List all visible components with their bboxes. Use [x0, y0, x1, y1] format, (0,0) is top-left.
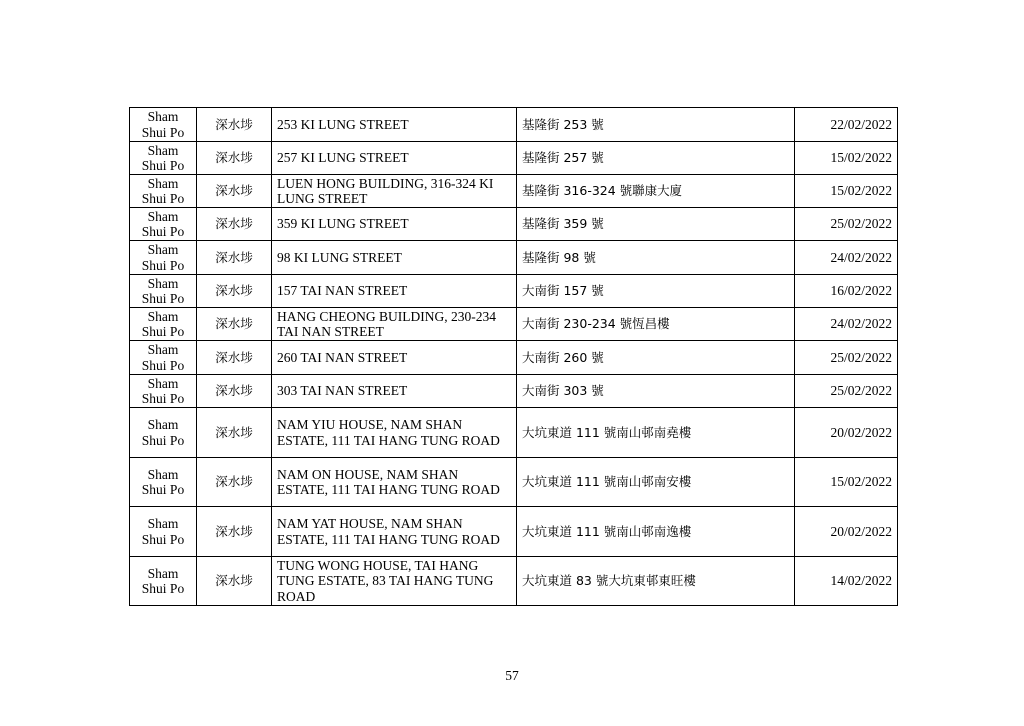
date-cell: 20/02/2022	[795, 507, 898, 557]
district-zh-cell: 深水埗	[197, 241, 272, 275]
district-en-cell: Sham Shui Po	[130, 557, 197, 606]
district-zh-cell: 深水埗	[197, 275, 272, 308]
district-en-cell: Sham Shui Po	[130, 507, 197, 557]
table-body	[130, 108, 898, 606]
table-row	[130, 142, 898, 175]
district-en-cell: Sham Shui Po	[130, 408, 197, 458]
table-row	[130, 408, 898, 458]
district-en-cell: Sham Shui Po	[130, 341, 197, 375]
table-row	[130, 208, 898, 241]
address-en-cell: 253 KI LUNG STREET	[272, 108, 517, 142]
date-cell: 15/02/2022	[795, 142, 898, 175]
table-row	[130, 308, 898, 341]
district-en-cell: Sham Shui Po	[130, 108, 197, 142]
district-en-cell: Sham Shui Po	[130, 142, 197, 175]
page-number: 57	[505, 668, 519, 683]
table-row	[130, 175, 898, 208]
address-en-cell: 257 KI LUNG STREET	[272, 142, 517, 175]
table-row	[130, 507, 898, 557]
district-en-cell: Sham Shui Po	[130, 308, 197, 341]
district-zh-cell: 深水埗	[197, 557, 272, 606]
address-zh-cell: 大坑東道 111 號南山邨南安樓	[517, 458, 795, 507]
address-zh-cell: 大南街 260 號	[517, 341, 795, 375]
address-zh-cell: 基隆街 98 號	[517, 241, 795, 275]
district-en-cell: Sham Shui Po	[130, 375, 197, 408]
table-row	[130, 241, 898, 275]
district-zh-cell: 深水埗	[197, 341, 272, 375]
district-en-cell: Sham Shui Po	[130, 175, 197, 208]
table-row	[130, 275, 898, 308]
address-zh-cell: 大坑東道 83 號大坑東邨東旺樓	[517, 557, 795, 606]
district-zh-cell: 深水埗	[197, 108, 272, 142]
date-cell: 14/02/2022	[795, 557, 898, 606]
address-zh-cell: 大坑東道 111 號南山邨南逸樓	[517, 507, 795, 557]
address-en-cell: HANG CHEONG BUILDING, 230-234 TAI NAN STREET	[272, 308, 517, 341]
district-zh-cell: 深水埗	[197, 175, 272, 208]
address-en-cell: 157 TAI NAN STREET	[272, 275, 517, 308]
date-cell: 22/02/2022	[795, 108, 898, 142]
district-zh-cell: 深水埗	[197, 507, 272, 557]
date-cell: 25/02/2022	[795, 375, 898, 408]
address-zh-cell: 基隆街 359 號	[517, 208, 795, 241]
address-en-cell: NAM YAT HOUSE, NAM SHAN ESTATE, 111 TAI HANG TUNG ROAD	[272, 507, 517, 557]
district-en-cell: Sham Shui Po	[130, 208, 197, 241]
date-cell: 15/02/2022	[795, 458, 898, 507]
date-cell: 16/02/2022	[795, 275, 898, 308]
address-zh-cell: 基隆街 316-324 號聯康大廈	[517, 175, 795, 208]
district-en-cell: Sham Shui Po	[130, 275, 197, 308]
table-row	[130, 557, 898, 606]
building-list-table	[129, 107, 898, 606]
address-en-cell: 359 KI LUNG STREET	[272, 208, 517, 241]
district-zh-cell: 深水埗	[197, 458, 272, 507]
district-zh-cell: 深水埗	[197, 308, 272, 341]
district-zh-cell: 深水埗	[197, 142, 272, 175]
address-en-cell: 303 TAI NAN STREET	[272, 375, 517, 408]
date-cell: 25/02/2022	[795, 341, 898, 375]
address-en-cell: 98 KI LUNG STREET	[272, 241, 517, 275]
date-cell: 24/02/2022	[795, 308, 898, 341]
district-zh-cell: 深水埗	[197, 408, 272, 458]
address-zh-cell: 大南街 157 號	[517, 275, 795, 308]
address-en-cell: NAM ON HOUSE, NAM SHAN ESTATE, 111 TAI HANG TUNG ROAD	[272, 458, 517, 507]
date-cell: 20/02/2022	[795, 408, 898, 458]
table-row	[130, 375, 898, 408]
date-cell: 25/02/2022	[795, 208, 898, 241]
address-en-cell: NAM YIU HOUSE, NAM SHAN ESTATE, 111 TAI HANG TUNG ROAD	[272, 408, 517, 458]
address-zh-cell: 大南街 303 號	[517, 375, 795, 408]
address-en-cell: LUEN HONG BUILDING, 316-324 KI LUNG STREET	[272, 175, 517, 208]
address-en-cell: TUNG WONG HOUSE, TAI HANG TUNG ESTATE, 83 TAI HANG TUNG ROAD	[272, 557, 517, 606]
table-row	[130, 341, 898, 375]
address-zh-cell: 基隆街 253 號	[517, 108, 795, 142]
address-en-cell: 260 TAI NAN STREET	[272, 341, 517, 375]
district-en-cell: Sham Shui Po	[130, 458, 197, 507]
table-row	[130, 458, 898, 507]
address-zh-cell: 大南街 230-234 號恆昌樓	[517, 308, 795, 341]
district-zh-cell: 深水埗	[197, 208, 272, 241]
district-zh-cell: 深水埗	[197, 375, 272, 408]
date-cell: 15/02/2022	[795, 175, 898, 208]
address-zh-cell: 基隆街 257 號	[517, 142, 795, 175]
district-en-cell: Sham Shui Po	[130, 241, 197, 275]
table-row	[130, 108, 898, 142]
date-cell: 24/02/2022	[795, 241, 898, 275]
address-zh-cell: 大坑東道 111 號南山邨南堯樓	[517, 408, 795, 458]
